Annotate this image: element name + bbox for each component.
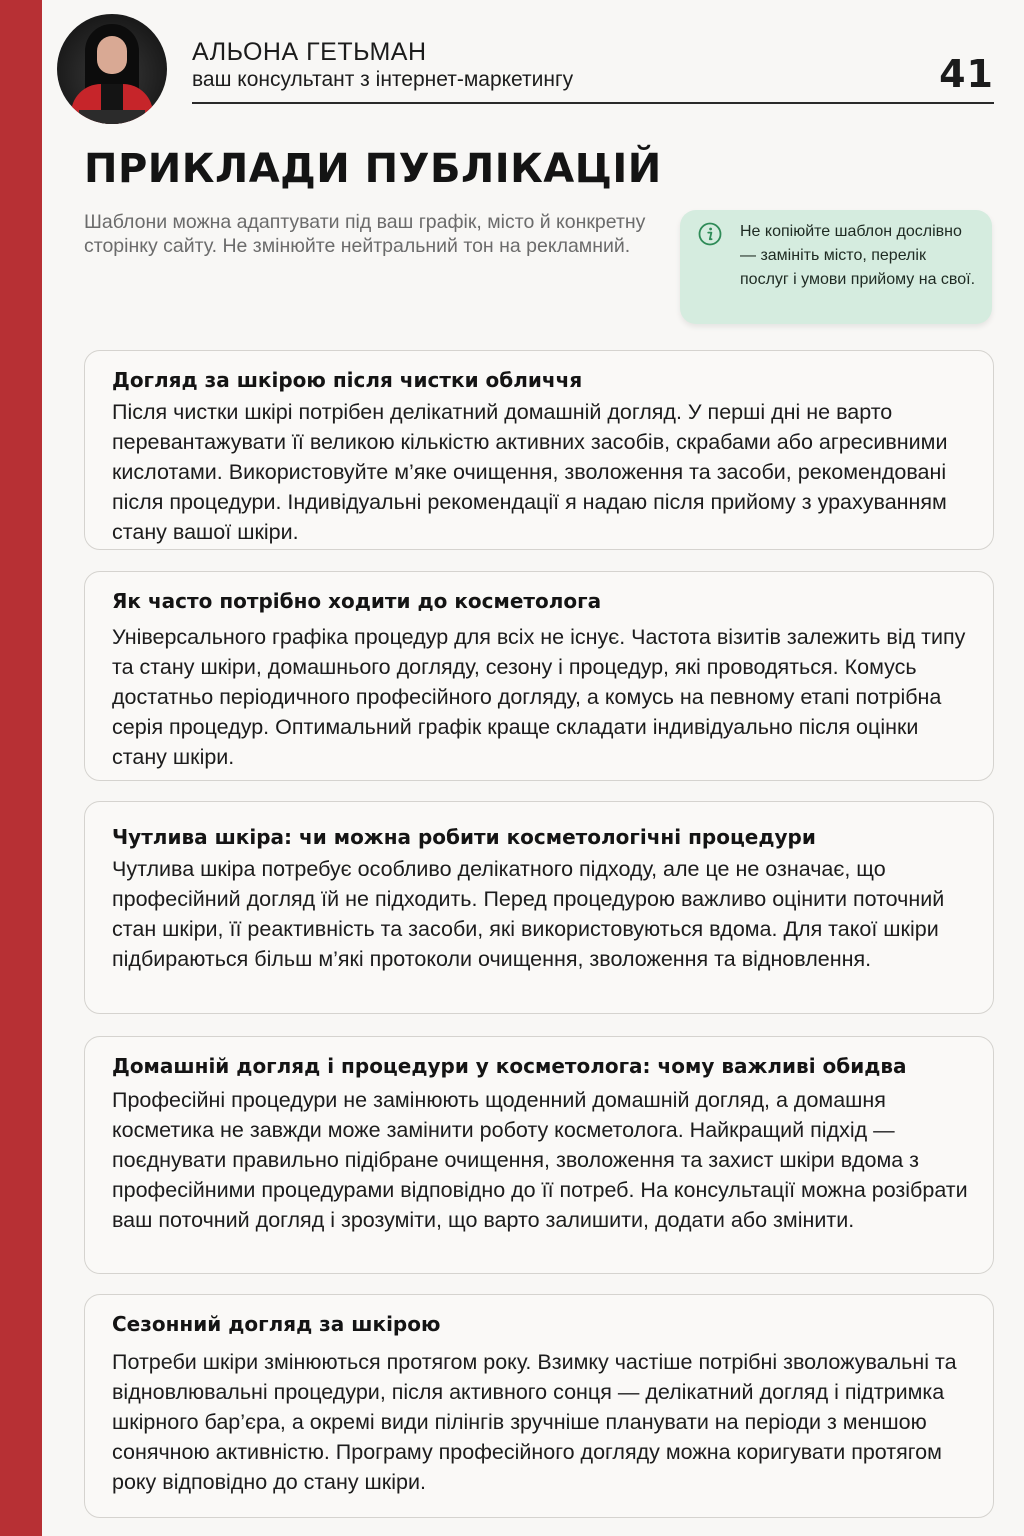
post-card bbox=[84, 571, 994, 781]
post-card-title: Як часто потрібно ходити до косметолога bbox=[112, 589, 602, 613]
author-name: АЛЬОНА ГЕТЬМАН bbox=[192, 38, 427, 66]
post-card bbox=[84, 1036, 994, 1274]
intro-text: Шаблони можна адаптувати під ваш графік, місто й конкретну сторінку сайту. Не змінюйте нейтральний тон на рекламний. bbox=[84, 211, 646, 257]
tip-box bbox=[680, 210, 992, 324]
page-title: ПРИКЛАДИ ПУБЛІКАЦІЙ bbox=[84, 146, 662, 192]
post-card-body: Універсального графіка процедур для всіх не існує. Частота візитів залежить від типу та стану шкіри, домашнього догляду, сезону і процедур, які проводяться. Комусь достатньо періодичного професійного догляду, а комусь на певному етапі потрібна серія процедур. Оптимальний графік краще складати індивідуально після оцінки стану шкіри. bbox=[112, 625, 966, 769]
post-card-title: Сезонний догляд за шкірою bbox=[112, 1312, 441, 1336]
post-card-title: Домашній догляд і процедури у косметолога: чому важливі обидва bbox=[112, 1054, 907, 1078]
post-card-body: Потреби шкіри змінюються протягом року. Взимку частіше потрібні зволожувальні та відновлювальні процедури, після активного сонця — делікатний догляд і підтримка шкірного бар’єра, а окремі види пілінгів зручніше планувати на періоди з меншою сонячною активністю. Програму професійного догляду можна коригувати протягом року відповідно до стану шкіри. bbox=[112, 1350, 957, 1494]
post-card-title: Догляд за шкірою після чистки обличчя bbox=[112, 368, 583, 392]
post-card bbox=[84, 801, 994, 1014]
header-divider bbox=[192, 102, 994, 104]
post-card-body: Професійні процедури не замінюють щоденний домашній догляд, а домашня косметика не завжди може замінити роботу косметолога. Найкращий підхід — поєднувати правильно підібране очищення, зволоження та захист шкіри вдома з професійними процедурами відповідно до її потреб. На консультації можна розібрати ваш поточний догляд і зрозуміти, що варто залишити, додати або змінити. bbox=[112, 1088, 968, 1232]
post-card-body: Чутлива шкіра потребує особливо делікатного підходу, але це не означає, що професійний догляд їй не підходить. Перед процедурою важливо оцінити поточний стан шкіри, її реактивність та засоби, які використовуються вдома. Для такої шкіри підбираються більш м’які протоколи очищення, зволоження та відновлення. bbox=[112, 857, 945, 971]
author-subtitle: ваш консультант з інтернет-маркетингу bbox=[192, 68, 574, 91]
post-card-body: Після чистки шкірі потрібен делікатний домашній догляд. У перші дні не варто перевантажувати її великою кількістю активних засобів, скрабами або агресивними кислотами. Використовуйте м’яке очищення, зволоження та засоби, рекомендовані після процедури. Індивідуальні рекомендації я надаю після прийому з урахуванням стану вашої шкіри. bbox=[112, 400, 948, 544]
page-number: 41 bbox=[939, 52, 994, 96]
avatar bbox=[57, 14, 167, 124]
post-card-title: Чутлива шкіра: чи можна робити косметологічні процедури bbox=[112, 825, 816, 849]
info-icon bbox=[698, 222, 722, 246]
post-card bbox=[84, 350, 994, 550]
post-card bbox=[84, 1294, 994, 1518]
tip-text: Не копіюйте шаблон дослівно — замініть місто, перелік послуг і умови прийому на свої. bbox=[740, 223, 976, 288]
side-stripe bbox=[0, 0, 42, 1536]
